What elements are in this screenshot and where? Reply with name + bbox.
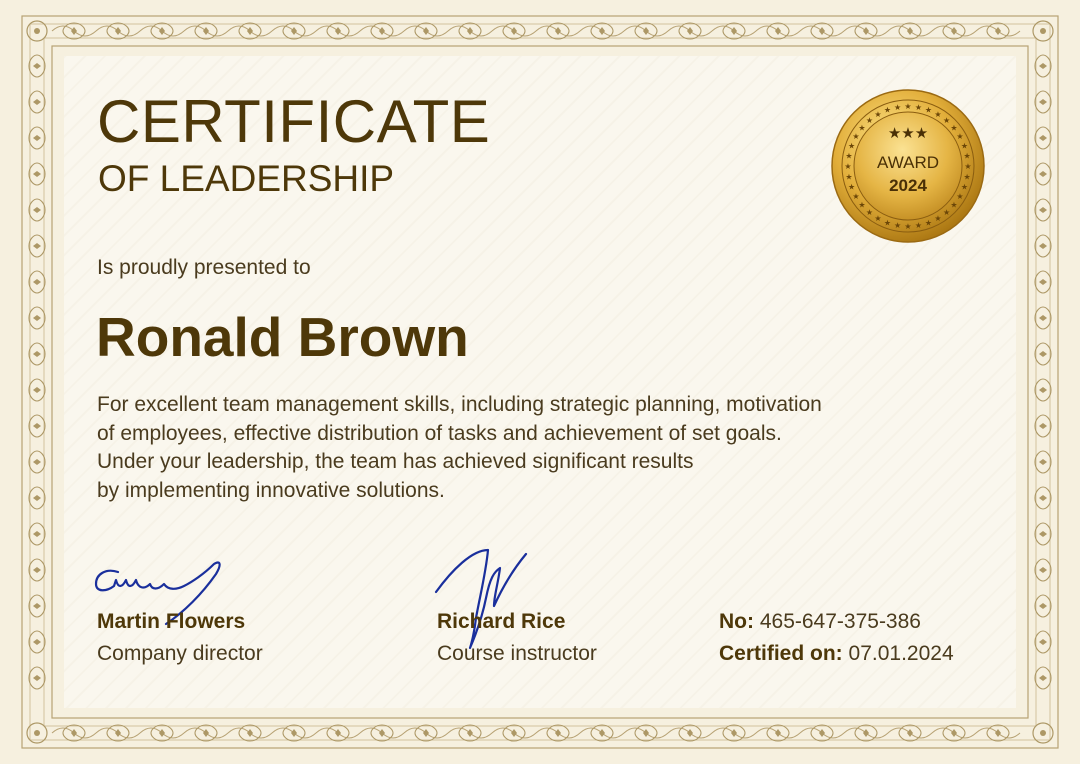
svg-text:★: ★ <box>956 132 964 141</box>
svg-text:★: ★ <box>874 214 882 223</box>
svg-text:★: ★ <box>963 172 971 182</box>
svg-text:★: ★ <box>934 110 942 119</box>
svg-text:★: ★ <box>924 218 933 228</box>
signatory-role: Company director <box>97 642 263 665</box>
description-line: of employees, effective distribution of tasks and achievement of set goals. <box>97 421 782 445</box>
presented-to-text: Is proudly presented to <box>97 256 311 279</box>
svg-text:★: ★ <box>883 105 892 115</box>
svg-text:★: ★ <box>904 222 912 231</box>
award-seal <box>828 88 988 248</box>
certificate-number-value: 465-647-375-386 <box>759 610 921 633</box>
svg-text:★: ★ <box>848 141 856 151</box>
svg-text:★: ★ <box>844 162 852 171</box>
svg-text:★: ★ <box>963 151 971 161</box>
svg-text:★: ★ <box>956 192 964 201</box>
description-line: For excellent team management skills, including strategic planning, motivation <box>97 393 822 416</box>
svg-text:★: ★ <box>924 105 933 115</box>
badge-year: 2024 <box>889 176 927 195</box>
certified-date-value: 07.01.2024 <box>848 642 954 665</box>
badge-label: AWARD <box>876 153 940 172</box>
signature-richard-rice <box>430 544 550 654</box>
certified-date-label: Certified on: <box>719 642 843 665</box>
svg-text:★: ★ <box>960 141 968 151</box>
svg-text:★: ★ <box>950 123 958 133</box>
svg-text:★: ★ <box>874 110 882 119</box>
svg-text:★: ★ <box>894 102 902 112</box>
certificate-title: CERTIFICATE <box>97 88 491 155</box>
recipient-name: Ronald Brown <box>96 306 469 368</box>
svg-text:★: ★ <box>943 116 951 125</box>
achievement-description <box>97 391 977 505</box>
svg-text:★: ★ <box>904 102 912 111</box>
svg-text:★: ★ <box>865 116 873 125</box>
svg-text:★: ★ <box>845 151 853 161</box>
signatory-name: Richard Rice <box>437 610 566 633</box>
svg-text:★: ★ <box>894 221 902 231</box>
description-line: Under your leadership, the team has achieved significant results <box>97 450 694 473</box>
description-line: by implementing innovative solutions. <box>97 478 445 502</box>
svg-text:★: ★ <box>852 192 860 201</box>
svg-text:★: ★ <box>950 200 958 210</box>
svg-text:★: ★ <box>914 221 922 231</box>
svg-text:★: ★ <box>934 214 942 223</box>
svg-text:★: ★ <box>960 182 968 192</box>
certificate-number-label: No: <box>719 610 754 633</box>
certified-date <box>719 642 954 666</box>
signatory-role: Course instructor <box>437 642 597 665</box>
svg-text:★: ★ <box>964 162 972 171</box>
svg-text:★: ★ <box>914 102 922 112</box>
svg-text:★: ★ <box>858 123 866 133</box>
certificate-subtitle: OF LEADERSHIP <box>98 158 395 199</box>
svg-text:★: ★ <box>883 218 892 228</box>
svg-text:★: ★ <box>845 172 853 182</box>
svg-text:★: ★ <box>848 182 856 192</box>
signatory-name: Martin Flowers <box>97 610 246 633</box>
svg-text:★: ★ <box>865 208 873 217</box>
certificate-number <box>719 610 921 634</box>
svg-text:★: ★ <box>852 132 860 141</box>
svg-text:★: ★ <box>943 208 951 217</box>
star-icon: ★★★ <box>887 124 929 142</box>
svg-text:★: ★ <box>858 200 866 210</box>
